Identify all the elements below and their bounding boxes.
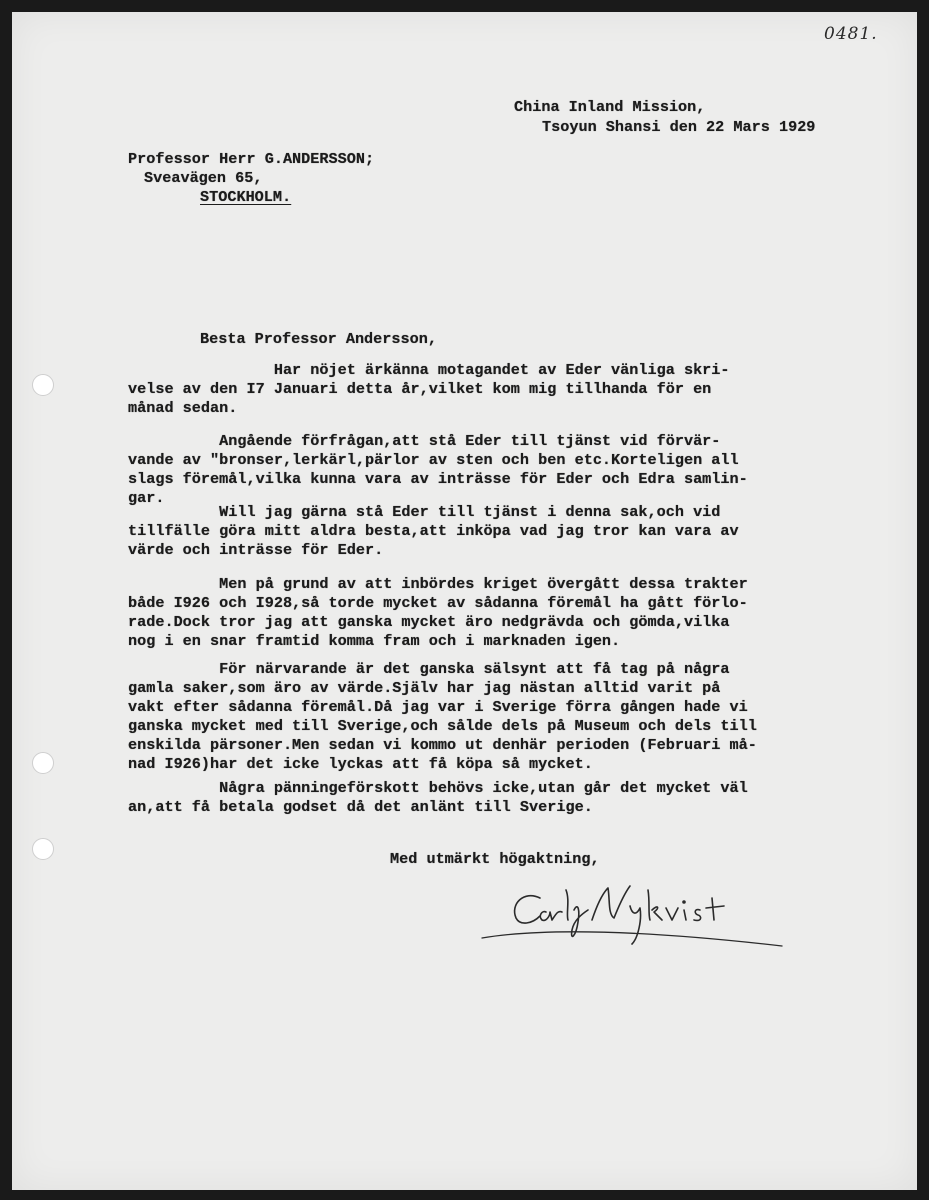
body-line: värde och inträsse för Eder. — [128, 541, 384, 559]
body-line: gar. — [128, 489, 165, 507]
body-line: nog i en snar framtid komma fram och i marknaden igen. — [128, 632, 621, 650]
punch-hole — [32, 838, 54, 860]
body-line: an,att få betala godset då det anlänt till Sverige. — [128, 798, 593, 816]
body-line: vande av "bronser,lerkärl,pärlor av sten och ben etc.Korteligen all — [128, 451, 739, 469]
punch-hole — [32, 374, 54, 396]
body-line: velse av den I7 Januari detta år,vilket kom mig tillhanda för en — [128, 380, 712, 398]
body-line: enskilda pärsoner.Men sedan vi kommo ut denhär perioden (Februari må- — [128, 736, 757, 754]
body-line: gamla saker,som äro av värde.Själv har jag nästan alltid varit på — [128, 679, 721, 697]
body-line: nad I926)har det icke lyckas att få köpa så mycket. — [128, 755, 593, 773]
body-line: Angående förfrågan,att stå Eder till tjänst vid förvär- — [128, 432, 721, 450]
body-line: För närvarande är det ganska sälsynt att få tag på några — [128, 660, 730, 678]
recipient-line-3: STOCKHOLM. — [200, 188, 292, 206]
body-line: ganska mycket med till Sverige,och sålde dels på Museum och dels till — [128, 717, 757, 735]
recipient-line-2: Sveavägen 65, — [144, 169, 263, 187]
sender-line-1: China Inland Mission, — [514, 98, 706, 116]
body-line: rade.Dock tror jag att ganska mycket äro nedgrävda och gömda,vilka — [128, 613, 730, 631]
salutation: Besta Professor Andersson, — [200, 330, 437, 348]
recipient-line-1: Professor Herr G.ANDERSSON; — [128, 150, 375, 168]
body-line: Men på grund av att inbördes kriget övergått dessa trakter — [128, 575, 748, 593]
body-line: Några pänningeförskott behövs icke,utan går det mycket väl — [128, 779, 748, 797]
archive-number: 0481. — [824, 24, 878, 44]
signature-text — [12, 12, 13, 13]
body-line: tillfälle göra mitt aldra besta,att inköpa vad jag tror kan vara av — [128, 522, 739, 540]
body-line: slags föremål,vilka kunna vara av inträsse för Eder och Edra samlin- — [128, 470, 748, 488]
letter-page — [12, 12, 917, 1190]
body-line: Har nöjet ärkänna motagandet av Eder vänliga skri- — [128, 361, 730, 379]
body-line: Will jag gärna stå Eder till tjänst i denna sak,och vid — [128, 503, 721, 521]
handwritten-signature — [462, 880, 792, 960]
punch-hole — [32, 752, 54, 774]
sender-line-2: Tsoyun Shansi den 22 Mars 1929 — [542, 118, 816, 136]
body-line: vakt efter sådanna föremål.Då jag var i Sverige förra gången hade vi — [128, 698, 748, 716]
closing: Med utmärkt högaktning, — [390, 850, 600, 868]
body-line: månad sedan. — [128, 399, 238, 417]
body-line: både I926 och I928,så torde mycket av sådanna föremål ha gått förlo- — [128, 594, 748, 612]
